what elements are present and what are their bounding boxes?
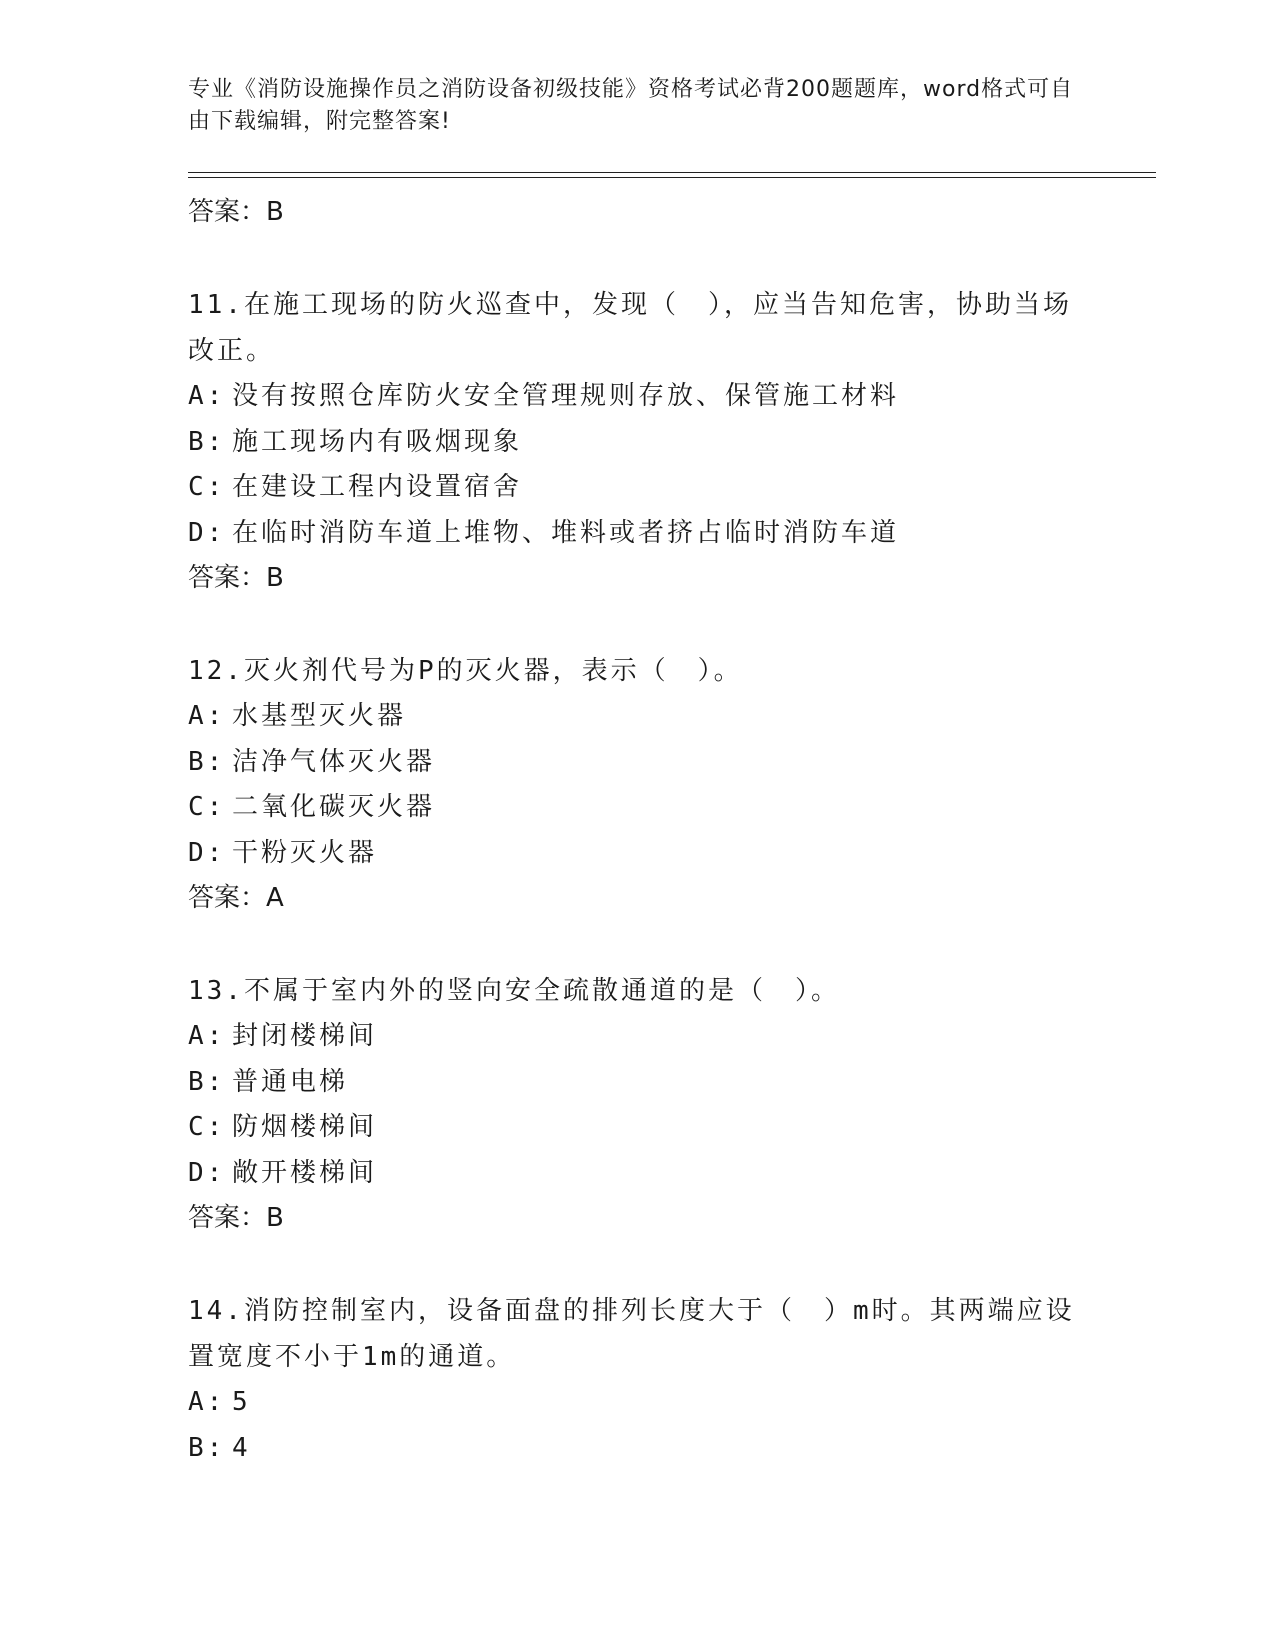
option-text: 防烟楼梯间 [232,1112,378,1142]
spacer [188,920,1088,968]
question-text: 13.不属于室内外的竖向安全疏散通道的是（ ）。 [188,976,840,1006]
question-list [188,190,1088,1471]
option-letter: D: [188,837,226,868]
option-c [188,465,1088,511]
option-a [188,1380,1088,1426]
option-text: 5 [232,1387,251,1417]
option-b [188,1060,1088,1106]
option-letter: D: [188,1157,226,1188]
option-b [188,1426,1088,1472]
option-c [188,785,1088,831]
option-d [188,831,1088,877]
option-text: 敞开楼梯间 [232,1157,378,1188]
option-a [188,374,1088,420]
option-letter: B: [188,1432,226,1463]
option-letter: C: [188,792,226,822]
option-letter: A: [188,381,226,411]
option-text: 封闭楼梯间 [232,1021,378,1051]
option-d [188,511,1088,557]
question-13 [188,968,1088,1240]
option-text: 普通电梯 [232,1066,349,1097]
spacer [188,1240,1088,1288]
option-d [188,1151,1088,1197]
question-12 [188,648,1088,920]
header-rule-top [188,172,1156,173]
answer-line: 答案：B [188,563,284,593]
header-rule-bottom [188,177,1156,178]
answer-line: 答案：B [188,197,284,227]
option-letter: B: [188,746,226,777]
option-text: 施工现场内有吸烟现象 [232,426,523,457]
option-letter: A: [188,1021,226,1051]
option-letter: B: [188,1066,226,1097]
option-text: 在临时消防车道上堆物、堆料或者挤占临时消防车道 [232,517,900,548]
spacer [188,600,1088,648]
header-text: 专业《消防设施操作员之消防设备初级技能》资格考试必背200题题库，word格式可自由下载编辑，附完整答案! [188,77,1074,134]
option-letter: A: [188,1387,226,1417]
question-text: 12.灭火剂代号为P的灭火器，表示（ ）。 [188,656,743,686]
option-text: 没有按照仓库防火安全管理规则存放、保管施工材料 [232,381,900,411]
question-14 [188,1288,1088,1471]
option-b [188,740,1088,786]
option-letter: B: [188,426,226,457]
option-letter: D: [188,517,226,548]
answer-line: 答案：A [188,883,284,913]
question-text: 11.在施工现场的防火巡查中，发现（ ），应当告知危害，协助当场改正。 [188,290,1072,366]
question-11 [188,282,1088,600]
document-header [188,74,1088,138]
answer-line: 答案：B [188,1203,284,1233]
option-a [188,694,1088,740]
option-text: 洁净气体灭火器 [232,746,436,777]
option-text: 干粉灭火器 [232,837,378,868]
option-text: 4 [232,1432,251,1463]
option-text: 在建设工程内设置宿舍 [232,472,523,502]
option-letter: A: [188,701,226,731]
option-letter: C: [188,1112,226,1142]
option-c [188,1105,1088,1151]
option-text: 二氧化碳灭火器 [232,792,436,822]
option-b [188,420,1088,466]
option-a [188,1014,1088,1060]
question-text: 14.消防控制室内，设备面盘的排列长度大于（ ）m时。其两端应设置宽度不小于1m的通道。 [188,1296,1075,1372]
spacer [188,234,1088,282]
option-text: 水基型灭火器 [232,701,407,731]
option-letter: C: [188,472,226,502]
